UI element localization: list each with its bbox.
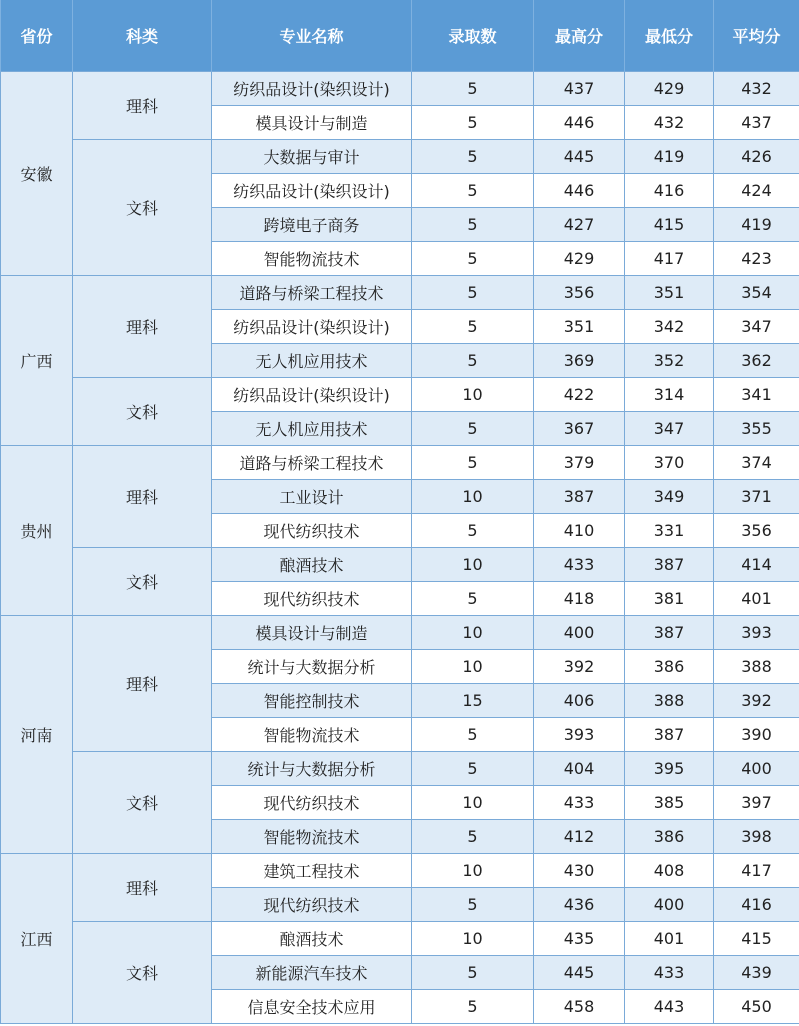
min-score-cell: 387 xyxy=(625,718,714,752)
major-name-cell: 现代纺织技术 xyxy=(212,888,412,922)
major-name-cell: 大数据与审计 xyxy=(212,140,412,174)
major-name-cell: 现代纺织技术 xyxy=(212,582,412,616)
min-score-cell: 331 xyxy=(625,514,714,548)
header-major: 专业名称 xyxy=(212,0,412,72)
min-score-cell: 370 xyxy=(625,446,714,480)
admitted-count-cell: 10 xyxy=(412,650,534,684)
major-name-cell: 智能控制技术 xyxy=(212,684,412,718)
avg-score-cell: 356 xyxy=(714,514,799,548)
min-score-cell: 443 xyxy=(625,990,714,1024)
major-name-cell: 模具设计与制造 xyxy=(212,106,412,140)
avg-score-cell: 354 xyxy=(714,276,799,310)
table-row xyxy=(1,854,799,888)
min-score-cell: 417 xyxy=(625,242,714,276)
major-name-cell: 模具设计与制造 xyxy=(212,616,412,650)
admitted-count-cell: 5 xyxy=(412,514,534,548)
header-row xyxy=(1,0,799,72)
table-row xyxy=(1,378,799,412)
major-name-cell: 新能源汽车技术 xyxy=(212,956,412,990)
admitted-count-cell: 5 xyxy=(412,310,534,344)
max-score-cell: 356 xyxy=(534,276,625,310)
max-score-cell: 458 xyxy=(534,990,625,1024)
admitted-count-cell: 10 xyxy=(412,854,534,888)
province-cell: 广西 xyxy=(1,276,73,446)
admitted-count-cell: 5 xyxy=(412,140,534,174)
max-score-cell: 433 xyxy=(534,786,625,820)
max-score-cell: 387 xyxy=(534,480,625,514)
min-score-cell: 349 xyxy=(625,480,714,514)
avg-score-cell: 362 xyxy=(714,344,799,378)
major-name-cell: 酿酒技术 xyxy=(212,922,412,956)
min-score-cell: 395 xyxy=(625,752,714,786)
table-row xyxy=(1,616,799,650)
admitted-count-cell: 5 xyxy=(412,208,534,242)
min-score-cell: 408 xyxy=(625,854,714,888)
min-score-cell: 433 xyxy=(625,956,714,990)
max-score-cell: 435 xyxy=(534,922,625,956)
avg-score-cell: 450 xyxy=(714,990,799,1024)
avg-score-cell: 419 xyxy=(714,208,799,242)
admitted-count-cell: 10 xyxy=(412,616,534,650)
max-score-cell: 445 xyxy=(534,956,625,990)
category-cell: 文科 xyxy=(73,752,212,854)
admitted-count-cell: 5 xyxy=(412,72,534,106)
province-cell: 安徽 xyxy=(1,72,73,276)
max-score-cell: 437 xyxy=(534,72,625,106)
avg-score-cell: 432 xyxy=(714,72,799,106)
max-score-cell: 393 xyxy=(534,718,625,752)
max-score-cell: 351 xyxy=(534,310,625,344)
min-score-cell: 387 xyxy=(625,616,714,650)
avg-score-cell: 426 xyxy=(714,140,799,174)
admitted-count-cell: 5 xyxy=(412,242,534,276)
province-cell: 贵州 xyxy=(1,446,73,616)
max-score-cell: 406 xyxy=(534,684,625,718)
header-max-score: 最高分 xyxy=(534,0,625,72)
avg-score-cell: 392 xyxy=(714,684,799,718)
admitted-count-cell: 5 xyxy=(412,752,534,786)
table-row xyxy=(1,276,799,310)
admitted-count-cell: 10 xyxy=(412,922,534,956)
major-name-cell: 纺织品设计(染织设计) xyxy=(212,174,412,208)
avg-score-cell: 397 xyxy=(714,786,799,820)
category-cell: 理科 xyxy=(73,276,212,378)
avg-score-cell: 398 xyxy=(714,820,799,854)
max-score-cell: 427 xyxy=(534,208,625,242)
admitted-count-cell: 5 xyxy=(412,174,534,208)
table-row xyxy=(1,72,799,106)
avg-score-cell: 355 xyxy=(714,412,799,446)
avg-score-cell: 414 xyxy=(714,548,799,582)
max-score-cell: 367 xyxy=(534,412,625,446)
major-name-cell: 纺织品设计(染织设计) xyxy=(212,72,412,106)
major-name-cell: 纺织品设计(染织设计) xyxy=(212,310,412,344)
avg-score-cell: 371 xyxy=(714,480,799,514)
major-name-cell: 无人机应用技术 xyxy=(212,344,412,378)
table-row xyxy=(1,922,799,956)
avg-score-cell: 388 xyxy=(714,650,799,684)
avg-score-cell: 390 xyxy=(714,718,799,752)
max-score-cell: 429 xyxy=(534,242,625,276)
admitted-count-cell: 15 xyxy=(412,684,534,718)
avg-score-cell: 424 xyxy=(714,174,799,208)
min-score-cell: 429 xyxy=(625,72,714,106)
major-name-cell: 现代纺织技术 xyxy=(212,786,412,820)
province-cell: 河南 xyxy=(1,616,73,854)
max-score-cell: 418 xyxy=(534,582,625,616)
avg-score-cell: 347 xyxy=(714,310,799,344)
max-score-cell: 404 xyxy=(534,752,625,786)
avg-score-cell: 374 xyxy=(714,446,799,480)
min-score-cell: 401 xyxy=(625,922,714,956)
min-score-cell: 347 xyxy=(625,412,714,446)
major-name-cell: 信息安全技术应用 xyxy=(212,990,412,1024)
max-score-cell: 433 xyxy=(534,548,625,582)
category-cell: 文科 xyxy=(73,548,212,616)
major-name-cell: 现代纺织技术 xyxy=(212,514,412,548)
major-name-cell: 工业设计 xyxy=(212,480,412,514)
max-score-cell: 422 xyxy=(534,378,625,412)
max-score-cell: 379 xyxy=(534,446,625,480)
max-score-cell: 392 xyxy=(534,650,625,684)
min-score-cell: 419 xyxy=(625,140,714,174)
admitted-count-cell: 5 xyxy=(412,276,534,310)
admitted-count-cell: 10 xyxy=(412,786,534,820)
min-score-cell: 400 xyxy=(625,888,714,922)
avg-score-cell: 417 xyxy=(714,854,799,888)
major-name-cell: 建筑工程技术 xyxy=(212,854,412,888)
category-cell: 文科 xyxy=(73,922,212,1024)
min-score-cell: 415 xyxy=(625,208,714,242)
major-name-cell: 纺织品设计(染织设计) xyxy=(212,378,412,412)
admitted-count-cell: 10 xyxy=(412,378,534,412)
avg-score-cell: 415 xyxy=(714,922,799,956)
min-score-cell: 388 xyxy=(625,684,714,718)
header-avg-score: 平均分 xyxy=(714,0,799,72)
min-score-cell: 351 xyxy=(625,276,714,310)
major-name-cell: 道路与桥梁工程技术 xyxy=(212,276,412,310)
min-score-cell: 432 xyxy=(625,106,714,140)
major-name-cell: 智能物流技术 xyxy=(212,820,412,854)
category-cell: 理科 xyxy=(73,854,212,922)
min-score-cell: 386 xyxy=(625,820,714,854)
avg-score-cell: 423 xyxy=(714,242,799,276)
admitted-count-cell: 10 xyxy=(412,480,534,514)
table-row xyxy=(1,446,799,480)
min-score-cell: 385 xyxy=(625,786,714,820)
avg-score-cell: 401 xyxy=(714,582,799,616)
max-score-cell: 410 xyxy=(534,514,625,548)
table-row xyxy=(1,548,799,582)
admitted-count-cell: 5 xyxy=(412,820,534,854)
avg-score-cell: 400 xyxy=(714,752,799,786)
table-row xyxy=(1,140,799,174)
max-score-cell: 400 xyxy=(534,616,625,650)
admitted-count-cell: 5 xyxy=(412,956,534,990)
admitted-count-cell: 5 xyxy=(412,106,534,140)
category-cell: 理科 xyxy=(73,616,212,752)
major-name-cell: 统计与大数据分析 xyxy=(212,752,412,786)
min-score-cell: 381 xyxy=(625,582,714,616)
major-name-cell: 道路与桥梁工程技术 xyxy=(212,446,412,480)
min-score-cell: 352 xyxy=(625,344,714,378)
major-name-cell: 智能物流技术 xyxy=(212,242,412,276)
avg-score-cell: 341 xyxy=(714,378,799,412)
major-name-cell: 无人机应用技术 xyxy=(212,412,412,446)
header-admitted: 录取数 xyxy=(412,0,534,72)
table-row xyxy=(1,752,799,786)
avg-score-cell: 416 xyxy=(714,888,799,922)
max-score-cell: 446 xyxy=(534,174,625,208)
avg-score-cell: 393 xyxy=(714,616,799,650)
min-score-cell: 314 xyxy=(625,378,714,412)
max-score-cell: 430 xyxy=(534,854,625,888)
min-score-cell: 386 xyxy=(625,650,714,684)
avg-score-cell: 439 xyxy=(714,956,799,990)
max-score-cell: 369 xyxy=(534,344,625,378)
admitted-count-cell: 5 xyxy=(412,718,534,752)
admitted-count-cell: 10 xyxy=(412,548,534,582)
province-cell: 江西 xyxy=(1,854,73,1024)
max-score-cell: 436 xyxy=(534,888,625,922)
category-cell: 文科 xyxy=(73,378,212,446)
category-cell: 理科 xyxy=(73,446,212,548)
major-name-cell: 跨境电子商务 xyxy=(212,208,412,242)
avg-score-cell: 437 xyxy=(714,106,799,140)
major-name-cell: 智能物流技术 xyxy=(212,718,412,752)
header-category: 科类 xyxy=(73,0,212,72)
admitted-count-cell: 5 xyxy=(412,888,534,922)
min-score-cell: 387 xyxy=(625,548,714,582)
category-cell: 文科 xyxy=(73,140,212,276)
max-score-cell: 446 xyxy=(534,106,625,140)
admitted-count-cell: 5 xyxy=(412,990,534,1024)
min-score-cell: 416 xyxy=(625,174,714,208)
admitted-count-cell: 5 xyxy=(412,582,534,616)
max-score-cell: 412 xyxy=(534,820,625,854)
max-score-cell: 445 xyxy=(534,140,625,174)
major-name-cell: 统计与大数据分析 xyxy=(212,650,412,684)
header-min-score: 最低分 xyxy=(625,0,714,72)
category-cell: 理科 xyxy=(73,72,212,140)
admitted-count-cell: 5 xyxy=(412,344,534,378)
admitted-count-cell: 5 xyxy=(412,446,534,480)
major-name-cell: 酿酒技术 xyxy=(212,548,412,582)
header-province: 省份 xyxy=(1,0,73,72)
admitted-count-cell: 5 xyxy=(412,412,534,446)
min-score-cell: 342 xyxy=(625,310,714,344)
